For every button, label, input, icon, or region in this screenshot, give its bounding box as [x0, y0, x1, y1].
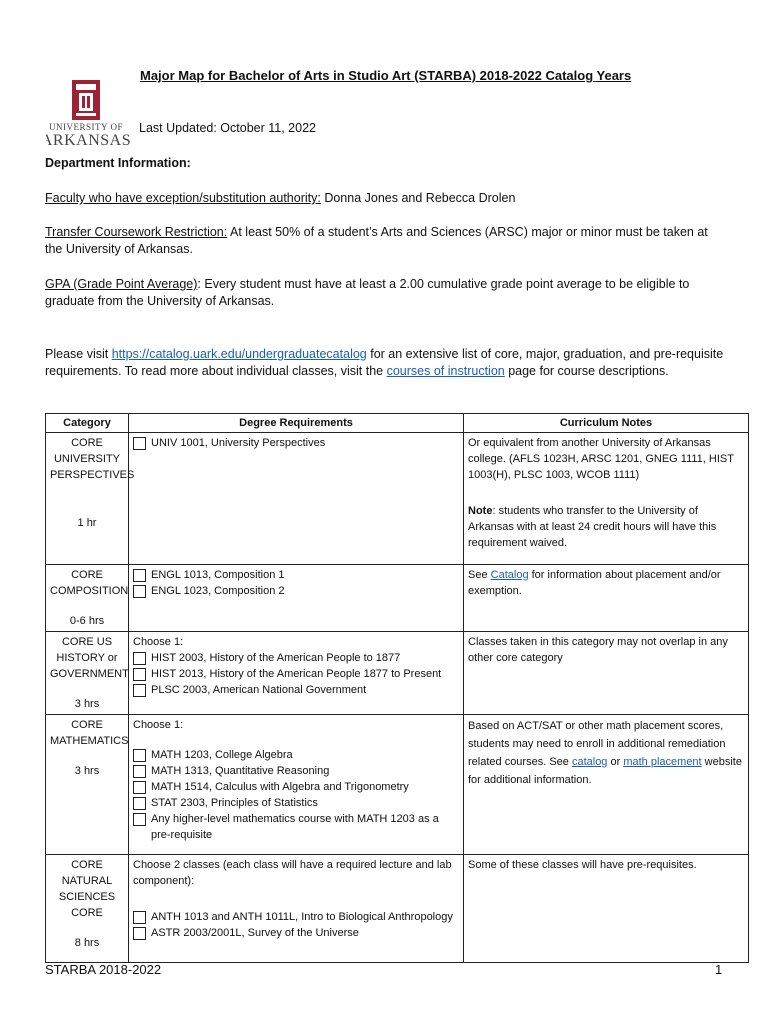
requirement-checkbox[interactable] — [133, 684, 146, 697]
header-category: Category — [46, 414, 129, 433]
category-cell — [46, 632, 129, 715]
choose-label: Choose 1: — [133, 719, 184, 731]
requirement-item: ENGL 1023, Composition 2 — [133, 583, 459, 599]
requirements-cell — [129, 632, 464, 715]
page-title: Major Map for Bachelor of Arts in Studio Art (STARBA) 2018-2022 Catalog Years — [140, 68, 632, 83]
category-name: CORE COMPOSITION — [50, 569, 129, 597]
transfer-label: Transfer Coursework Restriction: — [45, 225, 228, 239]
table-row — [46, 632, 749, 715]
requirement-item: ANTH 1013 and ANTH 1011L, Intro to Biological Anthropology — [133, 909, 459, 925]
requirement-item: ENGL 1013, Composition 1 — [133, 567, 459, 583]
gpa-value: : Every student must have at least a 2.00 cumulative grade point average to be eligible to graduate from the University of Arkansas. — [45, 277, 690, 308]
requirement-checkbox[interactable] — [133, 781, 146, 794]
choose-label: Choose 1: — [133, 636, 184, 648]
requirement-checkbox[interactable] — [133, 569, 146, 582]
category-name: CORE MATHEMATICS — [50, 719, 129, 747]
note-text: Or equivalent from another University of Arkansas college. (AFLS 1023H, ARSC 1201, GNEG 1111, HIST 1003(H), PLSC 1003, WCOB 1111) — [468, 437, 734, 481]
requirement-checkbox[interactable] — [133, 668, 146, 681]
requirement-item: MATH 1313, Quantitative Reasoning — [133, 763, 459, 779]
requirement-checkbox[interactable] — [133, 765, 146, 778]
category-hours: 8 hrs — [74, 937, 100, 949]
catalog-link[interactable]: https://catalog.uark.edu/undergraduatecatalog — [111, 347, 367, 361]
table-row — [46, 855, 749, 963]
logo-line1: UNIVERSITY OF — [49, 122, 123, 132]
category-hours: 3 hrs — [74, 765, 100, 777]
footer-program-code: STARBA 2018-2022 — [45, 962, 162, 977]
catalog-link-math[interactable]: catalog — [571, 756, 608, 768]
requirements-cell — [129, 433, 464, 565]
requirement-checkbox[interactable] — [133, 749, 146, 762]
category-hours: 0-6 hrs — [69, 615, 105, 627]
notes-cell — [464, 715, 749, 855]
gpa-label: GPA (Grade Point Average) — [45, 277, 198, 291]
category-hours: 1 hr — [77, 517, 97, 529]
header-degree-requirements: Degree Requirements — [129, 414, 464, 433]
requirement-item: MATH 1514, Calculus with Algebra and Trigonometry — [133, 779, 459, 795]
university-logo — [46, 78, 130, 148]
notes-cell — [464, 632, 749, 715]
requirements-cell — [129, 855, 464, 963]
category-name: CORE US HISTORY or GOVERNMENT — [50, 636, 129, 680]
header-curriculum-notes: Curriculum Notes — [464, 414, 749, 433]
table-row — [46, 715, 749, 855]
transfer-paragraph — [45, 224, 725, 258]
footer-page-number: 1 — [715, 962, 723, 977]
courses-of-instruction-link[interactable]: courses of instruction — [386, 364, 505, 378]
transfer-value: At least 50% of a student’s Arts and Sciences (ARSC) major or minor must be taken at the University of Arkansas. — [45, 225, 708, 256]
visit-paragraph — [45, 346, 725, 380]
requirement-checkbox[interactable] — [133, 652, 146, 665]
notes-cell — [464, 433, 749, 565]
category-name: CORE NATURAL SCIENCES CORE — [58, 859, 116, 919]
requirement-item: Any higher-level mathematics course with MATH 1203 as a pre-requisite — [133, 811, 459, 843]
visit-suffix: page for course descriptions. — [504, 364, 669, 378]
requirement-item: PLSC 2003, American National Government — [133, 682, 459, 698]
faculty-label: Faculty who have exception/substitution authority: — [45, 191, 321, 205]
math-placement-link[interactable]: math placement — [623, 756, 702, 768]
category-cell — [46, 565, 129, 632]
category-name: CORE UNIVERSITY PERSPECTIVES — [50, 437, 135, 481]
note-text: Note: students who transfer to the University of Arkansas with at least 24 credit hours will have this requirement waived. — [468, 505, 717, 549]
department-heading: Department Information: — [45, 156, 191, 170]
category-cell — [46, 433, 135, 565]
note-text: See Catalog for information about placement and/or exemption. — [468, 569, 721, 597]
requirement-checkbox[interactable] — [133, 437, 146, 450]
requirement-checkbox[interactable] — [133, 927, 146, 940]
faculty-value: Donna Jones and Rebecca Drolen — [320, 191, 516, 205]
catalog-placement-link[interactable]: Catalog — [490, 569, 529, 581]
requirement-item: MATH 1203, College Algebra — [133, 747, 459, 763]
table-row — [46, 433, 749, 565]
notes-cell — [464, 565, 749, 632]
requirement-checkbox[interactable] — [133, 585, 146, 598]
requirement-item: STAT 2303, Principles of Statistics — [133, 795, 459, 811]
requirement-item: ASTR 2003/2001L, Survey of the Universe — [133, 925, 459, 941]
requirement-item: UNIV 1001, University Perspectives — [133, 435, 459, 451]
faculty-paragraph — [45, 190, 725, 207]
requirement-checkbox[interactable] — [133, 797, 146, 810]
visit-middle: for an extensive list of core, major, graduation, and pre-requisite requirements. To read more about individual classes, visit the — [45, 347, 724, 378]
old-main-towers-icon — [46, 78, 130, 148]
category-cell — [46, 715, 129, 855]
requirement-item: HIST 2003, History of the American People to 1877 — [133, 650, 459, 666]
table-header-row — [46, 414, 749, 433]
requirement-checkbox[interactable] — [133, 911, 146, 924]
category-cell — [46, 855, 129, 963]
requirements-table — [45, 413, 749, 963]
visit-prefix: Please visit — [45, 347, 112, 361]
requirements-cell — [129, 715, 464, 855]
gpa-paragraph — [45, 276, 725, 310]
requirement-item: HIST 2013, History of the American People 1877 to Present — [133, 666, 459, 682]
choose-label: Choose 2 classes (each class will have a required lecture and lab component): — [133, 859, 452, 887]
notes-cell — [464, 855, 749, 963]
note-text: Some of these classes will have pre-requisites. — [468, 859, 697, 871]
table-row — [46, 565, 749, 632]
last-updated: Last Updated: October 11, 2022 — [139, 121, 316, 135]
note-text: Based on ACT/SAT or other math placement scores, students may need to enroll in additional remediation related courses. See catalog or math placement website for additional information. — [468, 720, 742, 786]
category-hours: 3 hrs — [74, 698, 100, 710]
note-text: Classes taken in this category may not overlap in any other core category — [468, 636, 728, 664]
requirements-cell — [129, 565, 464, 632]
logo-line2: ARKANSAS — [46, 132, 130, 148]
requirement-checkbox[interactable] — [133, 813, 146, 826]
